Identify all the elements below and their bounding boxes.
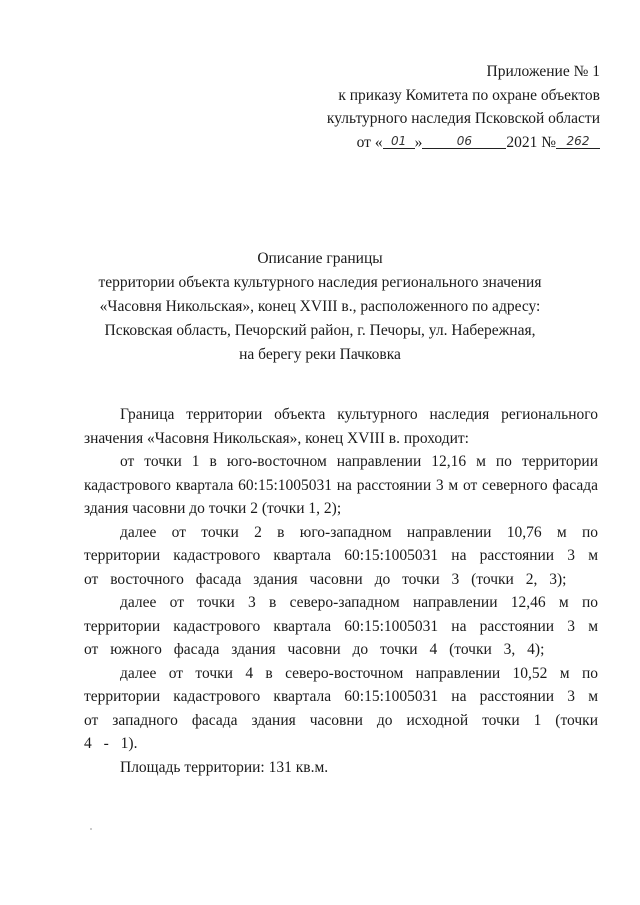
handwritten-order-number: 262 (556, 134, 600, 149)
title-line-4: Псковская область, Печорский район, г. Печоры, ул. Набережная, (104, 322, 536, 339)
scan-speck (90, 828, 92, 830)
appendix-date-line (300, 131, 600, 155)
appendix-order-ref: к приказу Комитета по охране объектов (338, 86, 600, 104)
handwritten-month: 06 (422, 134, 506, 149)
boundary-description (84, 403, 598, 779)
paragraph-segment-4-1: далее от точки 4 в северо-восточном направлении 10,52 м по территории кадастрового квартала 60:15:1005031 на расстоянии 3 м от западного фасада здания часовни до исходной точки 1 (точки 4 - 1). (84, 664, 598, 752)
appendix-committee: культурного наследия Псковской области (326, 110, 600, 127)
document-title (60, 247, 580, 367)
appendix-title: Приложение № 1 (486, 63, 600, 80)
date-prefix: от « (356, 133, 383, 151)
title-line-1: Описание границы (257, 250, 383, 267)
paragraph-segment-3-4: далее от точки 3 в северо-западном направлении 12,46 м по территории кадастрового квартала 60:15:1005031 на расстоянии 3 м от южного фасада здания часовни до точки 4 (точки 3, 4); (84, 594, 598, 658)
title-line-3: «Часовня Никольская», конец XVIII в., расположенного по адресу: (99, 298, 541, 315)
title-line-2: территории объекта культурного наследия регионального значения (98, 274, 542, 291)
date-mid: » (414, 133, 423, 151)
paragraph-area: Площадь территории: 131 кв.м. (120, 758, 329, 776)
paragraph-intro: Граница территории объекта культурного наследия регионального значения «Часовня Никольская», конец XVIII в. проходит: (84, 406, 598, 447)
title-line-5: на берегу реки Пачковка (239, 346, 401, 363)
appendix-header (300, 60, 600, 154)
paragraph-segment-1-2: от точки 1 в юго-восточном направлении 12,16 м по территории кадастрового квартала 60:15:1005031 на расстоянии 3 м от северного фасада здания часовни до точки 2 (точки 1, 2); (84, 453, 598, 517)
year-prefix: 2021 № (506, 133, 556, 151)
paragraph-segment-2-3: далее от точки 2 в юго-западном направлении 10,76 м по территории кадастрового квартала 60:15:1005031 на расстоянии 3 м от восточного фасада здания часовни до точки 3 (точки 2, 3); (84, 523, 598, 588)
handwritten-day: 01 (383, 134, 415, 149)
